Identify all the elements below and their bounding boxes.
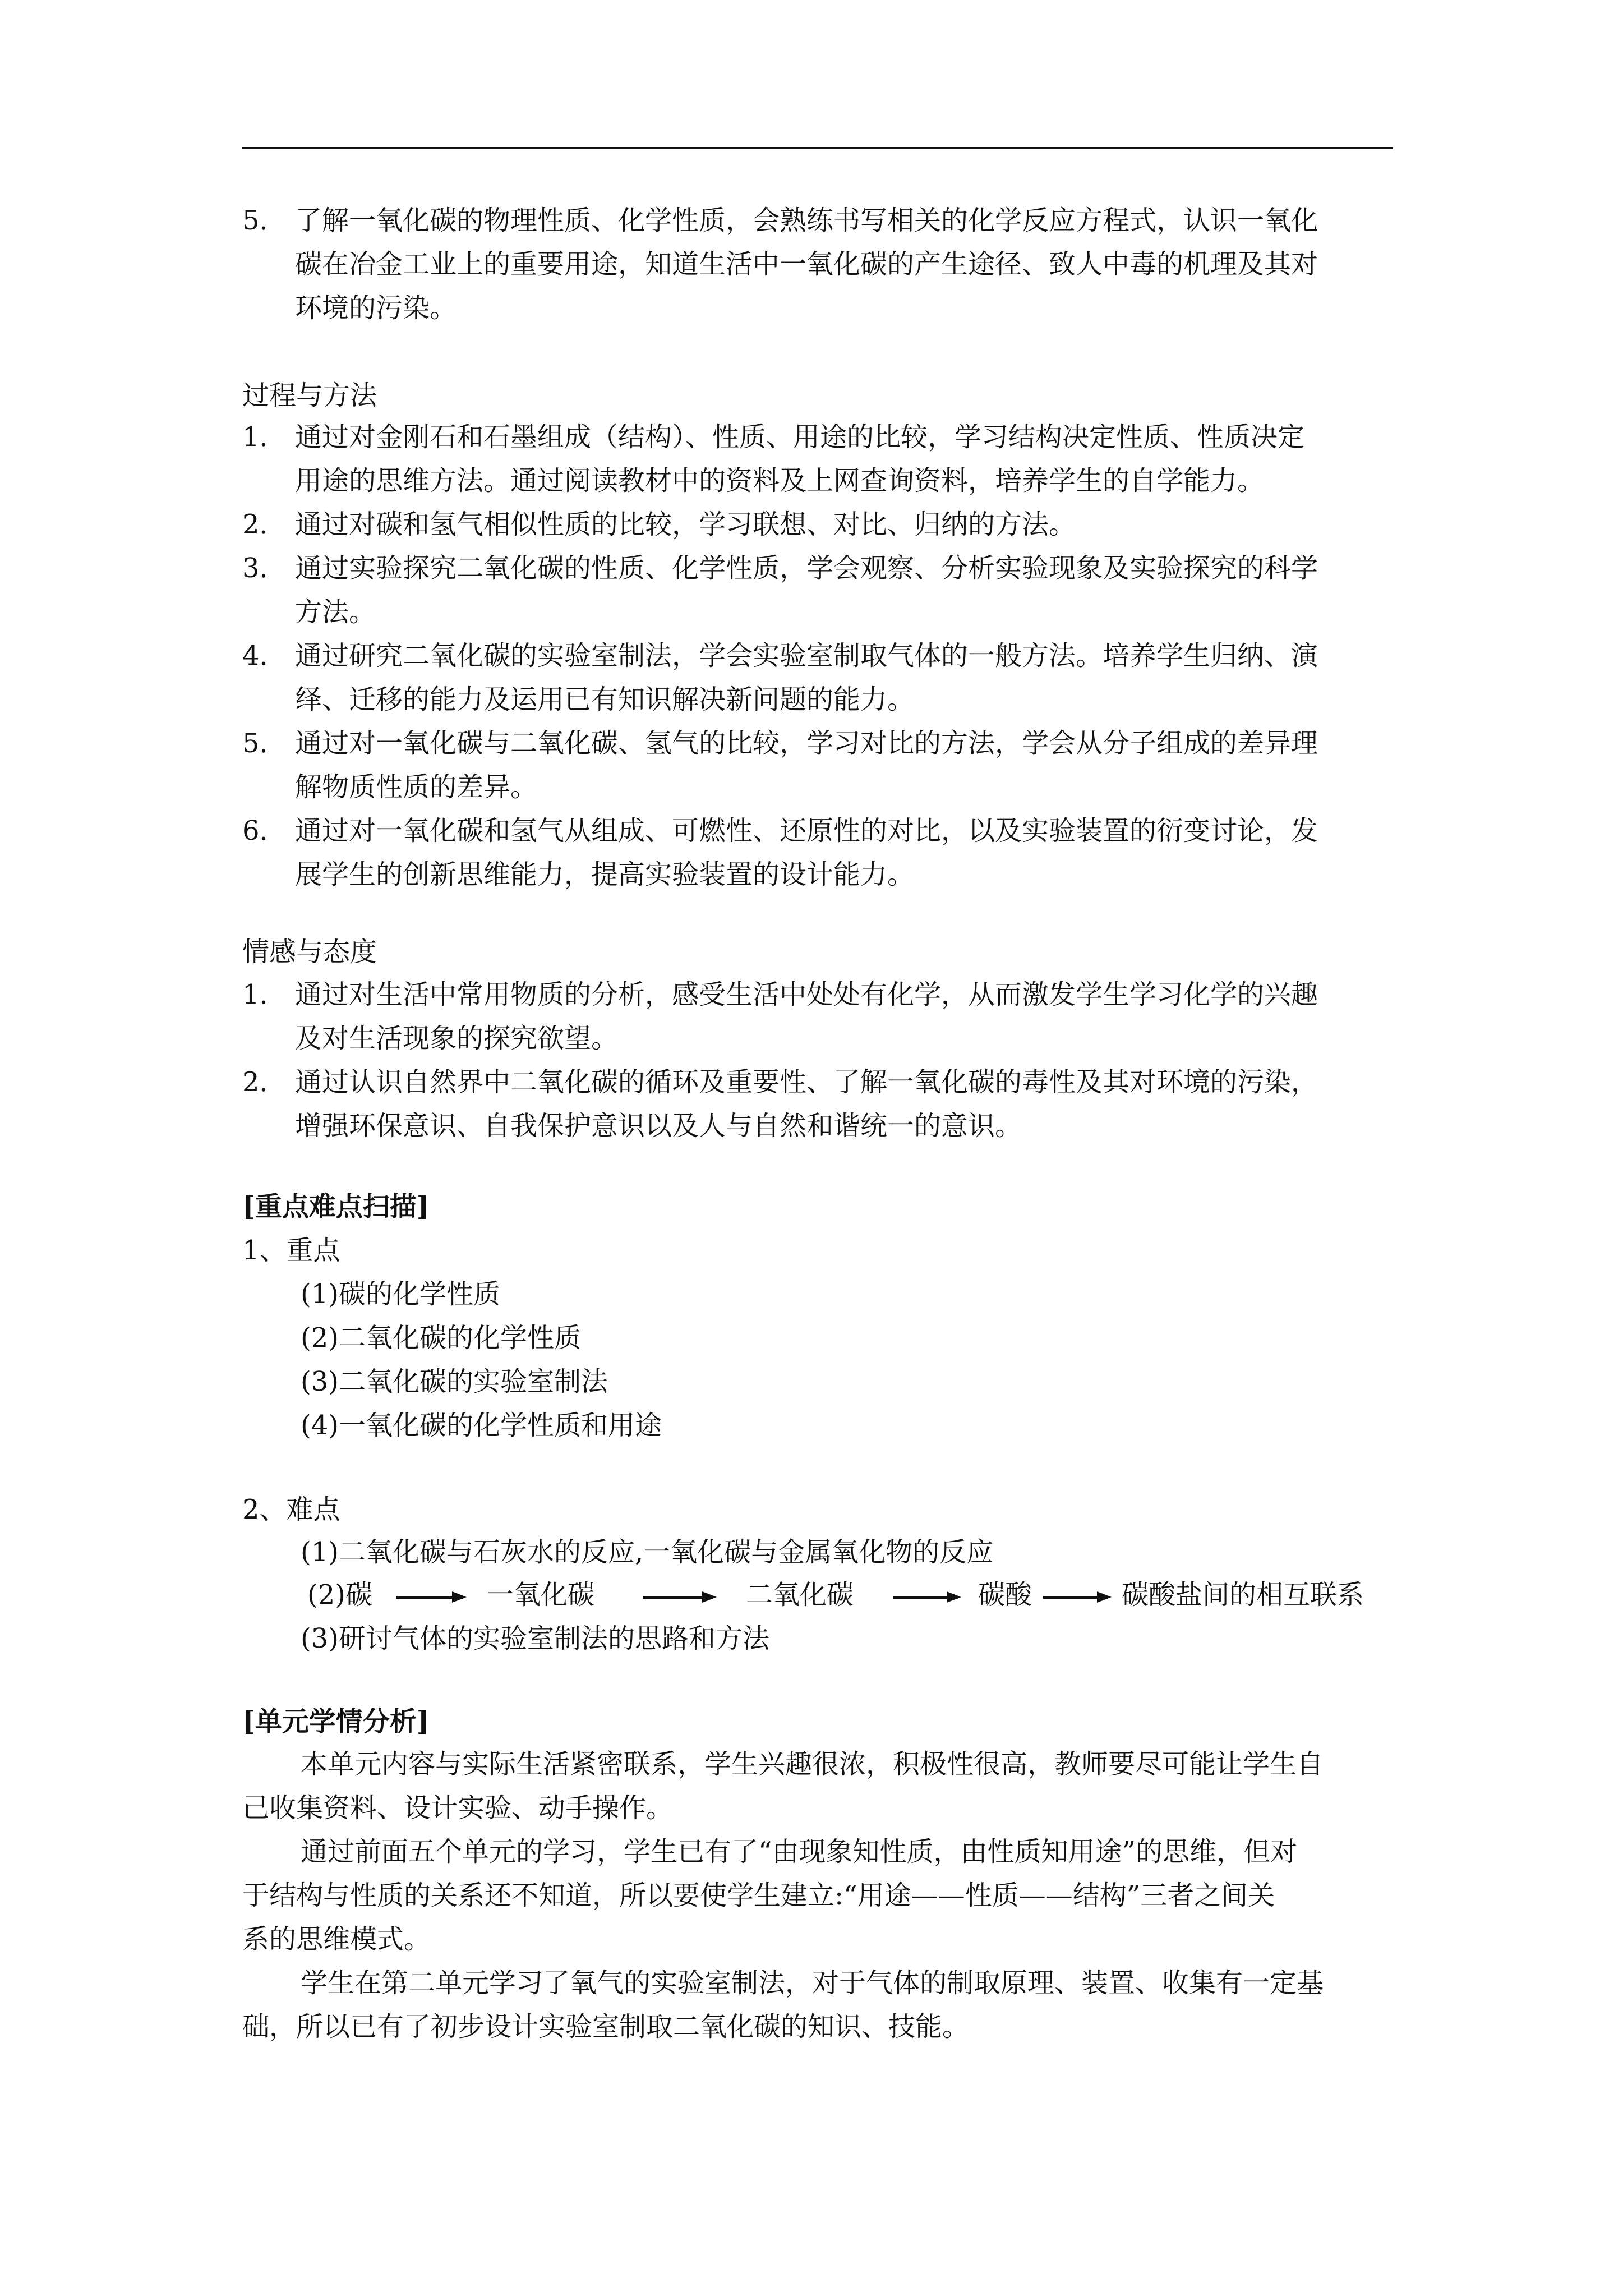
item-number: 3． bbox=[242, 553, 287, 584]
right-arrow-icon bbox=[1043, 1596, 1108, 1599]
key-item: (3)二氧化碳的实验室制法 bbox=[301, 1366, 608, 1397]
key-item: (4)一氧化碳的化学性质和用途 bbox=[301, 1410, 662, 1441]
right-arrow-icon bbox=[643, 1596, 713, 1599]
paragraph-line: 学生在第二单元学习了氧气的实验室制法，对于气体的制取原理、装置、收集有一定基 bbox=[301, 1967, 1324, 1999]
text-line: 环境的污染。 bbox=[295, 292, 457, 324]
chain-node: (2)碳 bbox=[307, 1579, 372, 1611]
item-number: 4． bbox=[242, 640, 287, 671]
text-line: 方法。 bbox=[295, 596, 376, 628]
text-line: 解物质性质的差异。 bbox=[295, 771, 538, 803]
paragraph-line: 系的思维模式。 bbox=[242, 1924, 431, 1955]
text-line: 通过对一氧化碳和氢气从组成、可燃性、还原性的对比，以及实验装置的衍变讨论，发 bbox=[295, 815, 1318, 846]
text-line: 通过对碳和氢气相似性质的比较，学习联想、对比、归纳的方法。 bbox=[295, 509, 1076, 540]
text-line: 通过对一氧化碳与二氧化碳、氢气的比较，学习对比的方法，学会从分子组成的差异理 bbox=[295, 728, 1318, 759]
item-number: 1． bbox=[242, 421, 287, 453]
right-arrow-icon bbox=[396, 1596, 463, 1599]
text-line: 及对生活现象的探究欲望。 bbox=[295, 1023, 619, 1054]
key-item: (2)二氧化碳的化学性质 bbox=[301, 1322, 581, 1354]
text-line: 通过对金刚石和石墨组成（结构）、性质、用途的比较，学习结构决定性质、性质决定 bbox=[295, 421, 1305, 453]
section-title-emotion-attitude: 情感与态度 bbox=[242, 936, 377, 968]
paragraph-line: 础，所以已有了初步设计实验室制取二氧化碳的知识、技能。 bbox=[242, 2011, 970, 2042]
text-line: 通过认识自然界中二氧化碳的循环及重要性、了解一氧化碳的毒性及其对环境的污染， bbox=[295, 1066, 1318, 1098]
paragraph-line: 己收集资料、设计实验、动手操作。 bbox=[242, 1792, 674, 1824]
difficult-heading: 2、难点 bbox=[242, 1494, 340, 1525]
text-line: 通过研究二氧化碳的实验室制法，学会实验室制取气体的一般方法。培养学生归纳、演 bbox=[295, 640, 1318, 671]
text-line: 通过对生活中常用物质的分析，感受生活中处处有化学，从而激发学生学习化学的兴趣 bbox=[295, 979, 1318, 1010]
difficult-item: (3)研讨气体的实验室制法的思路和方法 bbox=[301, 1623, 769, 1654]
text-line: 碳在冶金工业上的重要用途，知道生活中一氧化碳的产生途径、致人中毒的机理及其对 bbox=[295, 249, 1318, 280]
chain-node: 一氧化碳 bbox=[487, 1579, 595, 1611]
text-line: 展学生的创新思维能力，提高实验装置的设计能力。 bbox=[295, 859, 915, 890]
paragraph-line: 本单元内容与实际生活紧密联系，学生兴趣很浓，积极性很高，教师要尽可能让学生自 bbox=[301, 1749, 1324, 1780]
item-number: 6． bbox=[242, 815, 287, 846]
chain-node: 碳酸盐间的相互联系 bbox=[1122, 1579, 1364, 1611]
text-line: 用途的思维方法。通过阅读教材中的资料及上网查询资料，培养学生的自学能力。 bbox=[295, 465, 1265, 496]
chain-node: 碳酸 bbox=[978, 1579, 1032, 1611]
chain-node: 二氧化碳 bbox=[746, 1579, 854, 1611]
item-number: 2． bbox=[242, 509, 287, 540]
text-line: 了解一氧化碳的物理性质、化学性质，会熟练书写相关的化学反应方程式，认识一氧化 bbox=[295, 205, 1318, 236]
text-line: 绎、迁移的能力及运用已有知识解决新问题的能力。 bbox=[295, 684, 915, 715]
text-line: 增强环保意识、自我保护意识以及人与自然和谐统一的意识。 bbox=[295, 1110, 1022, 1142]
header-rule bbox=[242, 147, 1393, 149]
right-arrow-icon bbox=[893, 1596, 958, 1599]
difficult-item: (1)二氧化碳与石灰水的反应,一氧化碳与金属氧化物的反应 bbox=[301, 1536, 994, 1568]
section-title-key-difficult: [重点难点扫描] bbox=[242, 1191, 430, 1222]
item-number: 1． bbox=[242, 979, 287, 1010]
section-title-analysis: [单元学情分析] bbox=[242, 1706, 430, 1737]
section-title-process-methods: 过程与方法 bbox=[242, 380, 377, 411]
item-number: 5． bbox=[242, 728, 287, 759]
item-number: 2． bbox=[242, 1066, 287, 1098]
item-number: 5． bbox=[242, 205, 287, 236]
key-item: (1)碳的化学性质 bbox=[301, 1278, 500, 1310]
paragraph-line: 通过前面五个单元的学习，学生已有了“由现象知性质，由性质知用途”的思维，但对 bbox=[301, 1836, 1298, 1867]
key-heading: 1、重点 bbox=[242, 1235, 340, 1266]
paragraph-line: 于结构与性质的关系还不知道，所以要使学生建立:“用途——性质——结构”三者之间关 bbox=[242, 1880, 1275, 1911]
text-line: 通过实验探究二氧化碳的性质、化学性质，学会观察、分析实验现象及实验探究的科学 bbox=[295, 553, 1318, 584]
